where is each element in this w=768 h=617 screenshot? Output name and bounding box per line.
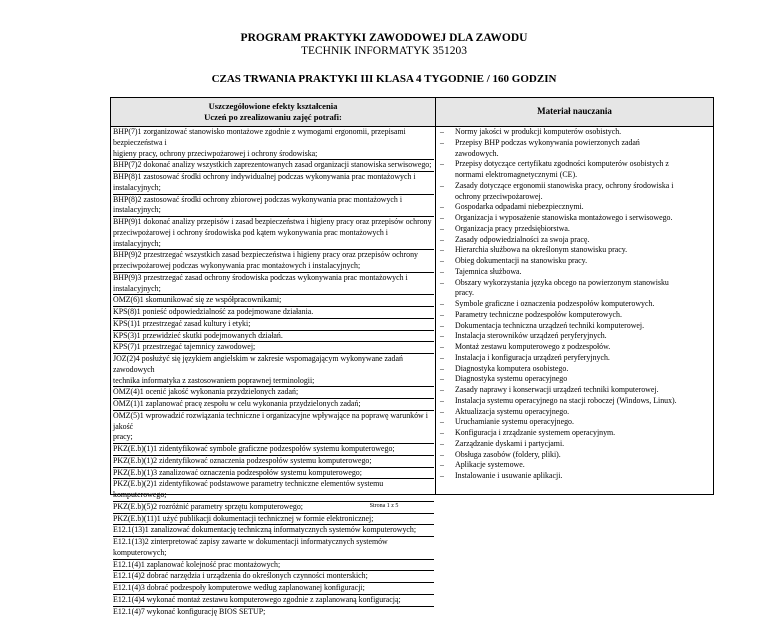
effects-header-line2: Uczeń po zrealizowaniu zajęć potrafi: <box>111 112 435 123</box>
effect-text: BHP(9)3 przestrzegać zasad ochrony środowiska podczas wykonywania prac montażowych i instalacyjnych; <box>113 273 434 295</box>
material-item <box>438 181 711 203</box>
material-item <box>438 310 711 321</box>
effect-row <box>113 411 434 444</box>
duration-heading: CZAS TRWANIA PRAKTYKI III KLASA 4 TYGODNIE / 160 GODZIN <box>0 73 768 85</box>
material-line: Zasady dotyczące ergonomii stanowiska pracy, ochrony środowiska i <box>455 181 711 192</box>
materials-column-header: Materiał nauczania <box>436 106 713 116</box>
material-item <box>438 256 711 267</box>
material-text <box>455 299 711 310</box>
material-item <box>438 321 711 332</box>
material-line: Instalowanie i usuwanie aplikacji. <box>455 471 711 482</box>
material-line: Konfiguracja i zrządzanie systemem operacyjnym. <box>455 428 711 439</box>
effect-text: pracy; <box>113 432 434 443</box>
material-text <box>455 245 711 256</box>
bullet-dash: – <box>438 331 455 342</box>
bullet-dash: – <box>438 460 455 471</box>
material-item <box>438 385 711 396</box>
effect-row <box>113 307 434 319</box>
bullet-dash: – <box>438 396 455 407</box>
material-line: Dokumentacja techniczna urządzeń techniki komputerowej. <box>455 321 711 332</box>
material-line: Normy jakości w produkcji komputerów osobistych. <box>455 127 711 138</box>
effect-text: BHP(8)1 zastosować środki ochrony indywidualnej podczas wykonywania prac montażowych i instalacyjnych; <box>113 172 434 194</box>
effect-text: przeciwpożarowej i ochrony środowiska pod kątem wykonywania prac montażowych i instalacyjnych; <box>113 228 434 250</box>
material-line: Zarządzanie dyskami i partycjami. <box>455 439 711 450</box>
effect-row <box>113 560 434 572</box>
material-line: Przepisy dotyczące certyfikatu zgodności komputerów osobistych z <box>455 159 711 170</box>
bullet-dash: – <box>438 321 455 332</box>
material-line: Przepisy BHP podczas wykonywania powierzonych zadań <box>455 138 711 149</box>
material-line: Aktualizacja systemu operacyjnego. <box>455 407 711 418</box>
effect-text: JOZ(2)4 posłużyć się językiem angielskim w zakresie wspomagającym wykonywane zadań zawodowych <box>113 354 434 376</box>
material-item <box>438 213 711 224</box>
bullet-dash: – <box>438 235 455 246</box>
effect-text: OMZ(6)1 skomunikować się ze współpracownikami; <box>113 295 434 306</box>
bullet-dash: – <box>438 256 455 267</box>
bullet-dash: – <box>438 310 455 321</box>
material-item <box>438 353 711 364</box>
material-line: Uruchamianie systemu operacyjnego. <box>455 417 711 428</box>
material-item <box>438 439 711 450</box>
effect-row <box>113 295 434 307</box>
effect-text: PKZ(E.b)(11)1 użyć publikacji dokumentacji technicznej w formie elektronicznej; <box>113 514 434 525</box>
effect-row <box>113 571 434 583</box>
effect-text: OMZ(5)1 wprowadzić rozwiązania techniczne i organizacyjne wpływające na poprawę warunków i jakość <box>113 411 434 433</box>
effect-row <box>113 172 434 195</box>
material-item <box>438 374 711 385</box>
effect-row <box>113 195 434 218</box>
material-line: pracy. <box>455 288 711 299</box>
effect-row <box>113 217 434 250</box>
material-item <box>438 299 711 310</box>
effect-text: BHP(7)1 zorganizować stanowisko montażowe zgodnie z wymogami ergonomii, przepisami bezpieczeństwa i <box>113 127 434 149</box>
effect-row <box>113 319 434 331</box>
effect-text: E12.1(4)2 dobrać narzędzia i urządzenia do określonych czynności monterskich; <box>113 571 434 582</box>
material-text <box>455 213 711 224</box>
material-line: Instalacja i konfiguracja urządzeń peryferyjnych. <box>455 353 711 364</box>
bullet-dash: – <box>438 471 455 482</box>
material-item <box>438 159 711 181</box>
material-item <box>438 202 711 213</box>
material-line: Gospodarka odpadami niebezpiecznymi. <box>455 202 711 213</box>
bullet-dash: – <box>438 224 455 235</box>
material-line: Diagnostyka komputera osobistego. <box>455 364 711 375</box>
effect-row <box>113 607 434 617</box>
bullet-dash: – <box>438 127 455 138</box>
effect-row <box>113 160 434 172</box>
effect-text: PKZ(E.b)(1)3 zanalizować oznaczenia podzespołów systemu komputerowego; <box>113 468 434 479</box>
material-text <box>455 278 711 300</box>
effect-row <box>113 595 434 607</box>
material-line: Tajemnica służbowa. <box>455 267 711 278</box>
material-item <box>438 138 711 160</box>
material-text <box>455 321 711 332</box>
effect-row <box>113 468 434 480</box>
material-item <box>438 267 711 278</box>
material-text <box>455 407 711 418</box>
effect-text: KPS(1)1 przestrzegać zasad kultury i etyki; <box>113 319 434 330</box>
material-text <box>455 331 711 342</box>
material-text <box>455 310 711 321</box>
effect-text: BHP(9)1 dokonać analizy przepisów i zasad bezpieczeństwa i higieny pracy oraz przepisów ochrony <box>113 217 434 228</box>
bullet-dash: – <box>438 342 455 353</box>
material-item <box>438 331 711 342</box>
material-line: normami elektromagnetycznymi (CE). <box>455 170 711 181</box>
material-line: Symbole graficzne i oznaczenia podzespołów komputerowych. <box>455 299 711 310</box>
material-line: Zasady naprawy i konserwacji urządzeń techniki komputerowej. <box>455 385 711 396</box>
effect-row <box>113 479 434 502</box>
material-text <box>455 471 711 482</box>
material-line: ochrony przeciwpożarowej. <box>455 192 711 203</box>
effect-row <box>113 583 434 595</box>
bullet-dash: – <box>438 159 455 181</box>
effect-row <box>113 331 434 343</box>
effect-text: przeciwpożarowej podczas wykonywania prac montażowych i instalacyjnych; <box>113 261 434 272</box>
material-text <box>455 267 711 278</box>
effect-row <box>113 456 434 468</box>
bullet-dash: – <box>438 299 455 310</box>
effect-text: PKZ(E.b)(1)1 zidentyfikować symbole graficzne podzespołów systemu komputerowego; <box>113 444 434 455</box>
material-item <box>438 428 711 439</box>
material-text <box>455 450 711 461</box>
effect-row <box>113 537 434 560</box>
bullet-dash: – <box>438 213 455 224</box>
material-text <box>455 181 711 203</box>
effect-row <box>113 399 434 411</box>
material-line: Hierarchia służbowa na określonym stanowisku pracy. <box>455 245 711 256</box>
material-line: Obszary wykorzystania języka obcego na powierzonym stanowisku <box>455 278 711 289</box>
effect-text: KPS(3)1 przewidzieć skutki podejmowanych działań. <box>113 331 434 342</box>
material-line: Montaż zestawu komputerowego z podzespołów. <box>455 342 711 353</box>
bullet-dash: – <box>438 439 455 450</box>
material-text <box>455 460 711 471</box>
effect-row <box>113 342 434 354</box>
effect-row <box>113 250 434 273</box>
bullet-dash: – <box>438 407 455 418</box>
material-item <box>438 396 711 407</box>
effects-column-header <box>111 101 435 122</box>
effect-text: PKZ(E.b)(1)2 zidentyfikować oznaczenia podzespołów systemu komputerowego; <box>113 456 434 467</box>
material-line: Organizacja pracy przedsiębiorstwa. <box>455 224 711 235</box>
effect-text: OMZ(4)1 ocenić jakość wykonania przydzielonych zadań; <box>113 387 434 398</box>
material-text <box>455 364 711 375</box>
material-line: Zasady odpowiedzialności za swoja pracę. <box>455 235 711 246</box>
bullet-dash: – <box>438 267 455 278</box>
table-header <box>111 98 713 127</box>
document-subtitle: TECHNIK INFORMATYK 351203 <box>0 45 768 57</box>
effect-row <box>113 514 434 526</box>
effect-text: KPS(7)1 przestrzegać tajemnicy zawodowej; <box>113 342 434 353</box>
material-text <box>455 202 711 213</box>
material-text <box>455 138 711 160</box>
materials-list <box>438 127 711 482</box>
effect-row <box>113 444 434 456</box>
material-line: zawodowych. <box>455 149 711 160</box>
bullet-dash: – <box>438 417 455 428</box>
effect-text: E12.1(4)3 dobrać podzespoły komputerowe według zaplanowanej konfiguracji; <box>113 583 434 594</box>
effect-row <box>113 273 434 296</box>
material-text <box>455 342 711 353</box>
material-item <box>438 364 711 375</box>
material-item <box>438 471 711 482</box>
material-item <box>438 450 711 461</box>
material-line: Diagnostyka systemu operacyjnego <box>455 374 711 385</box>
material-item <box>438 224 711 235</box>
material-line: Parametry techniczne podzespołów komputerowych. <box>455 310 711 321</box>
effect-text: E12.1(4)1 zaplanować kolejność prac montażowych; <box>113 560 434 571</box>
material-text <box>455 385 711 396</box>
material-text <box>455 235 711 246</box>
effect-text: technika informatyka z zastosowaniem poprawnej terminologii; <box>113 376 434 387</box>
bullet-dash: – <box>438 245 455 256</box>
material-line: Obieg dokumentacji na stanowisku pracy. <box>455 256 711 267</box>
page-footer: Strona 1 z 5 <box>0 503 768 509</box>
material-line: Organizacja i wyposażenie stanowiska montażowego i serwisowego. <box>455 213 711 224</box>
material-text <box>455 127 711 138</box>
effect-text: BHP(7)2 dokonać analizy wszystkich zaprezentowanych zasad organizacji stanowiska serwisowego; <box>113 160 434 171</box>
material-line: Aplikacje systemowe. <box>455 460 711 471</box>
effect-row <box>113 127 434 160</box>
effect-row <box>113 387 434 399</box>
material-item <box>438 460 711 471</box>
effect-row <box>113 354 434 387</box>
column-divider <box>435 98 436 494</box>
material-text <box>455 428 711 439</box>
material-line: Instalacja sterowników urządzeń peryferyjnych. <box>455 331 711 342</box>
material-item <box>438 417 711 428</box>
effect-text: E12.1(4)7 wykonać konfigurację BIOS SETUP; <box>113 607 434 617</box>
bullet-dash: – <box>438 278 455 300</box>
bullet-dash: – <box>438 374 455 385</box>
material-line: Obsługa zasobów (foldery, pliki). <box>455 450 711 461</box>
material-text <box>455 396 711 407</box>
effect-row <box>113 525 434 537</box>
material-text <box>455 353 711 364</box>
effect-text: OMZ(1)1 zaplanować pracę zespołu w celu wykonania przydzielonych zadań; <box>113 399 434 410</box>
material-item <box>438 407 711 418</box>
effect-text: BHP(9)2 przestrzegać wszystkich zasad bezpieczeństwa i higieny pracy oraz przepisów ochrony <box>113 250 434 261</box>
material-item <box>438 342 711 353</box>
bullet-dash: – <box>438 181 455 203</box>
effect-text: E12.1(13)2 zinterpretować zapisy zawarte w dokumentacji informatycznych systemów komputerowych; <box>113 537 434 559</box>
bullet-dash: – <box>438 353 455 364</box>
effect-text: higieny pracy, ochrony przeciwpożarowej i ochrony środowiska; <box>113 149 434 160</box>
material-text <box>455 256 711 267</box>
material-line: Instalacja systemu operacyjnego na stacji roboczej (Windows, Linux). <box>455 396 711 407</box>
material-text <box>455 374 711 385</box>
effect-text: BHP(8)2 zastosować środki ochrony zbiorowej podczas wykonywania prac montażowych i instalacyjnych; <box>113 195 434 217</box>
bullet-dash: – <box>438 385 455 396</box>
bullet-dash: – <box>438 202 455 213</box>
material-text <box>455 224 711 235</box>
effect-text: E12.1(4)4 wykonać montaż zestawu komputerowego zgodnie z zaplanowaną konfiguracją; <box>113 595 434 606</box>
document-title: PROGRAM PRAKTYKI ZAWODOWEJ DLA ZAWODU <box>0 32 768 44</box>
effects-list <box>113 127 434 617</box>
curriculum-table <box>110 97 714 495</box>
material-item <box>438 245 711 256</box>
bullet-dash: – <box>438 428 455 439</box>
effect-text: PKZ(E.b)(2)1 zidentyfikować podstawowe parametry techniczne elementów systemu komputerowego; <box>113 479 434 501</box>
effect-text: KPS(8)1 ponieść odpowiedzialność za podejmowane działania. <box>113 307 434 318</box>
effect-text: E12.1(13)1 zanalizować dokumentację techniczną informatycznych systemów komputerowych; <box>113 525 434 536</box>
bullet-dash: – <box>438 450 455 461</box>
material-item <box>438 235 711 246</box>
material-item <box>438 278 711 300</box>
material-item <box>438 127 711 138</box>
material-text <box>455 439 711 450</box>
material-text <box>455 159 711 181</box>
bullet-dash: – <box>438 138 455 160</box>
material-text <box>455 417 711 428</box>
effect-text: PKZ(E.b)(5)2 rozróżnić parametry sprzętu komputerowego; <box>113 502 434 513</box>
bullet-dash: – <box>438 364 455 375</box>
effects-header-line1: Uszczegółowione efekty kształcenia <box>111 101 435 112</box>
